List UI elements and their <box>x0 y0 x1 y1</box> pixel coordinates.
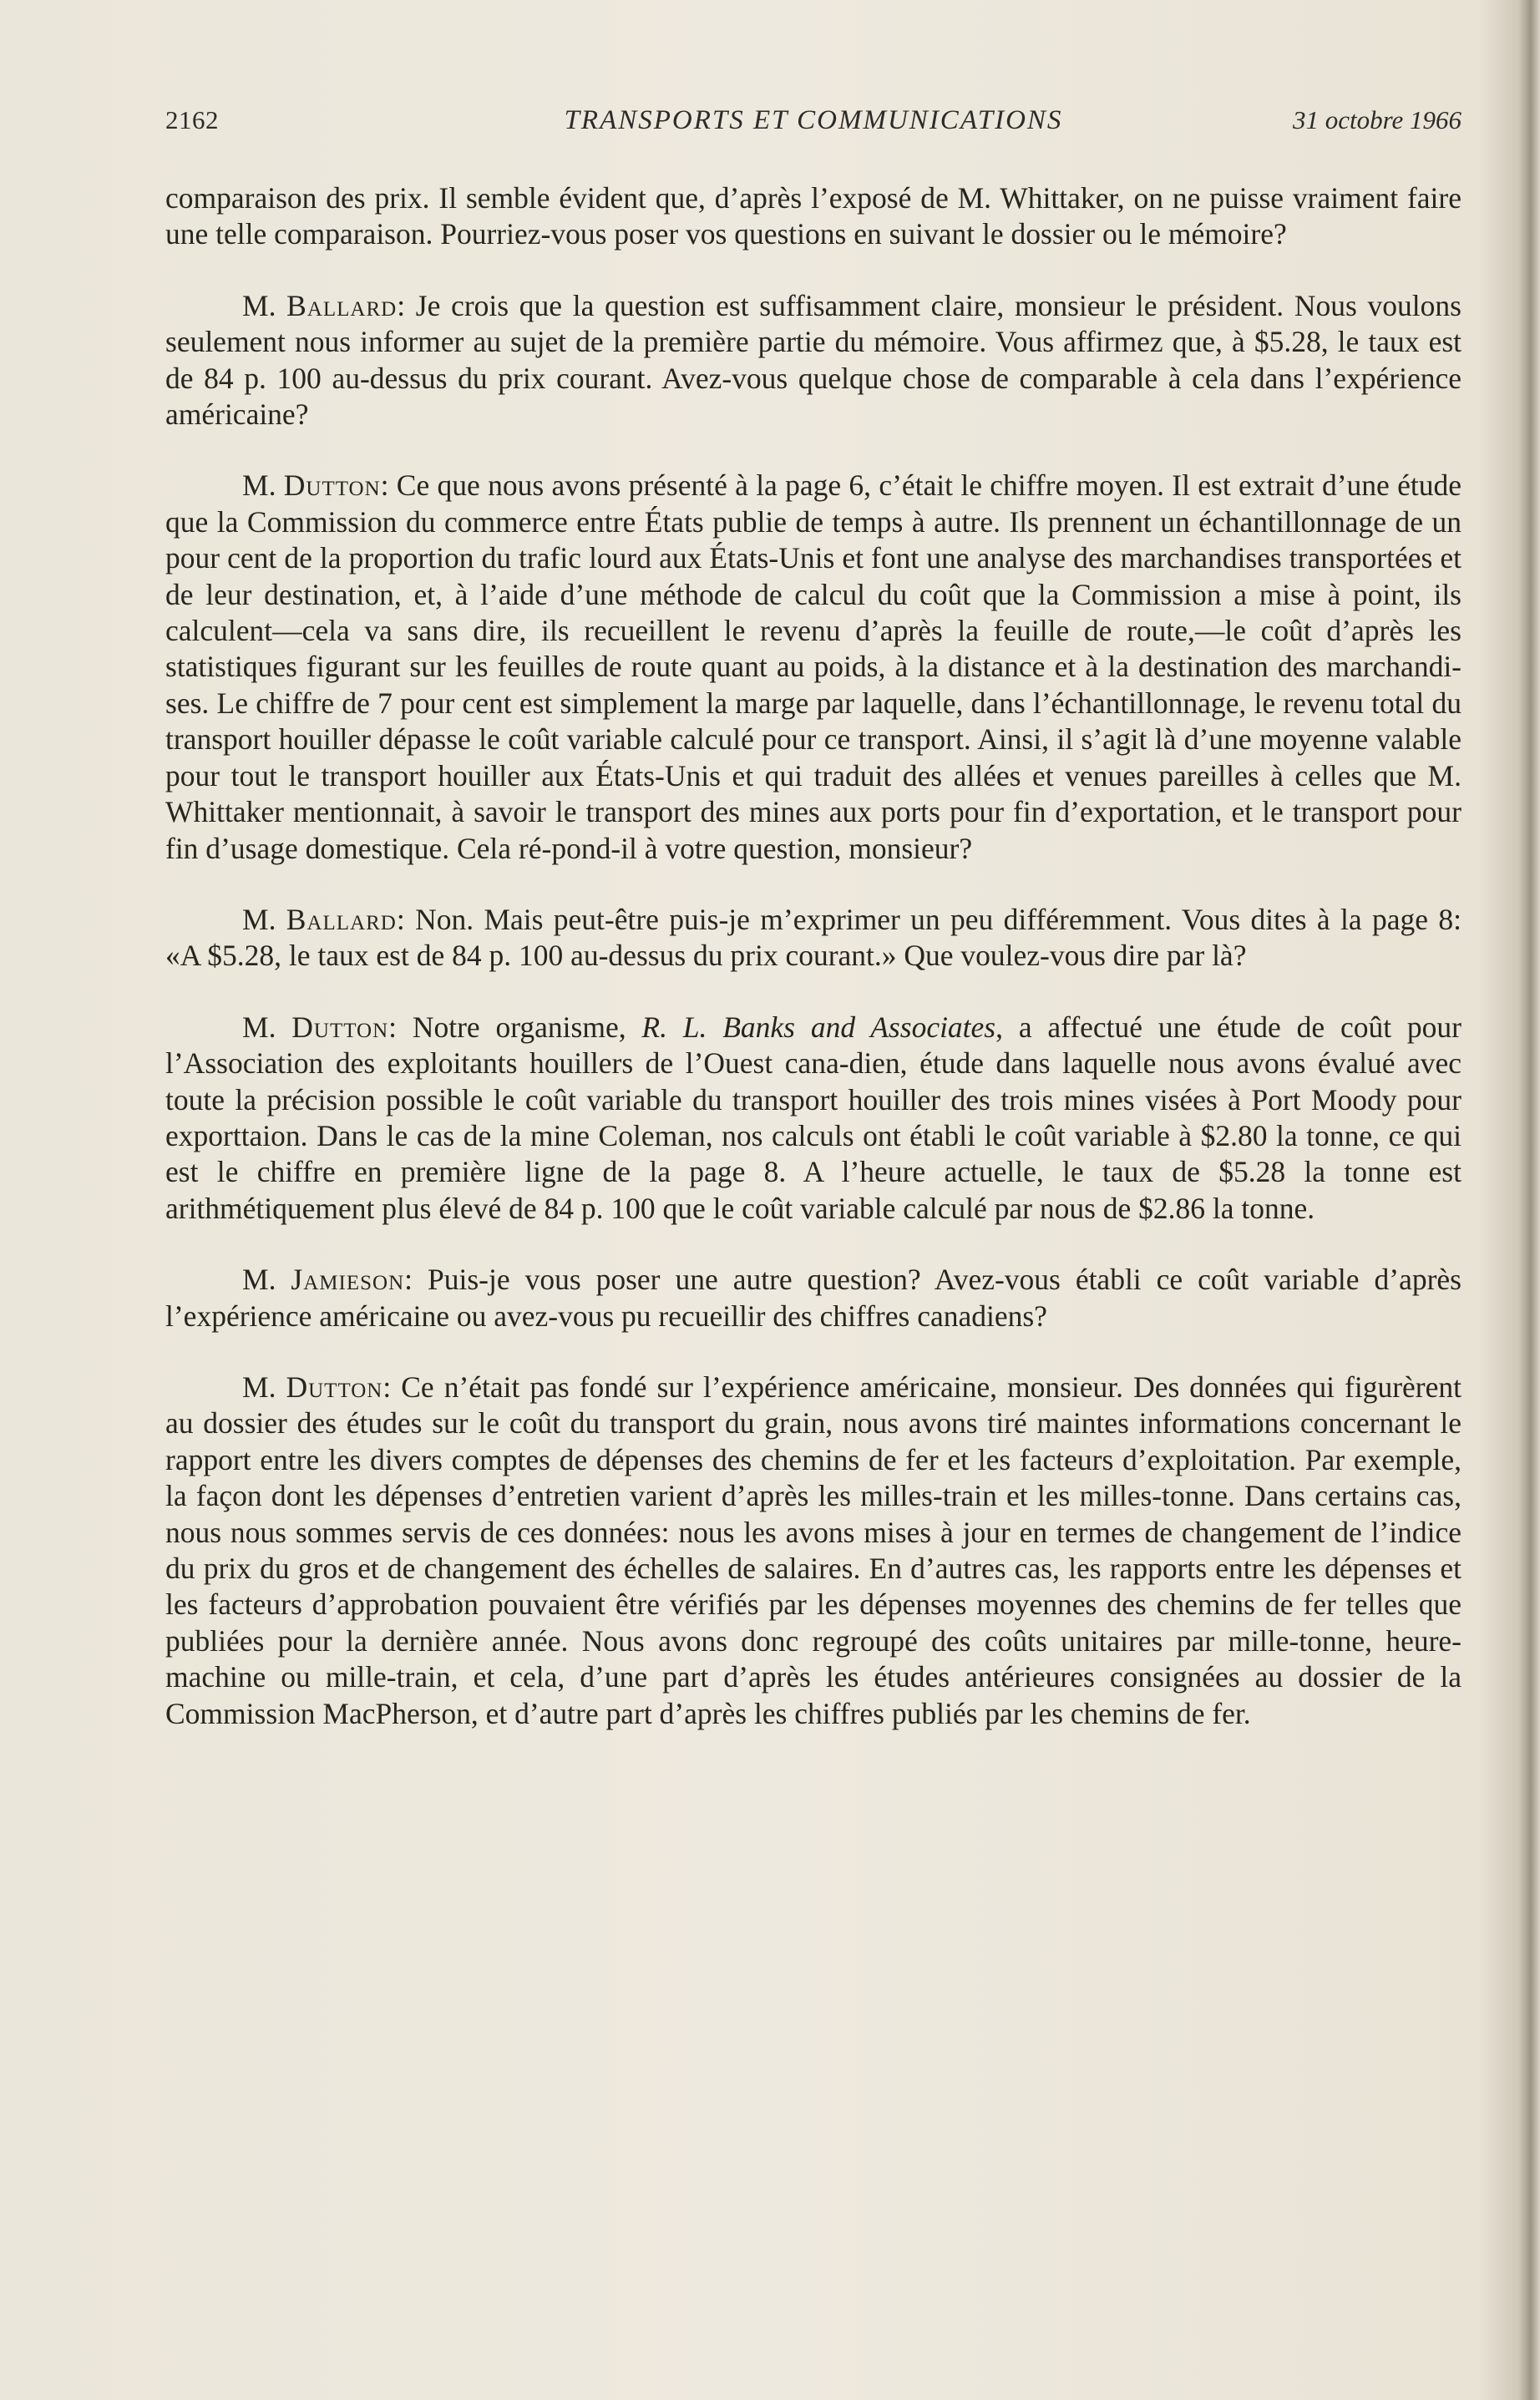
paragraph-6 <box>165 1262 1461 1334</box>
speaker-prefix: M. <box>242 902 286 936</box>
paragraph-text: : Notre organisme, <box>388 1010 642 1044</box>
speaker-name: Jamieson <box>291 1263 405 1297</box>
speaker-prefix: M. <box>242 1263 291 1297</box>
paragraph-text: comparaison des prix. Il semble évident que, d’après l’exposé de M. Whittaker, on ne puisse vraiment faire une telle comparaison. Pourriez-vous poser vos questions en suivant le dossier ou le mémoire? <box>165 181 1461 251</box>
paragraph-text: : Puis-je vous poser une autre question? Avez-vous établi ce coût variable d’après l’expérience américaine ou avez-vous pu recueillir des chiffres canadiens? <box>165 1263 1461 1333</box>
paragraph-text: : Je crois que la question est suffisamment claire, monsieur le président. Nous voulons seulement nous informer au sujet de la première partie du mémoire. Vous affirmez que, à $5.28, le taux est de 84 p. 100 au-dessus du prix courant. Avez-vous quelque chose de comparable à cela dans l’expérience américaine? <box>165 288 1461 432</box>
speaker-name: Dutton <box>286 1370 383 1404</box>
paragraph-text: : Ce que nous avons présenté à la page 6, c’était le chiffre moyen. Il est extrait d’une étude que la Commission du commerce entre États publie de temps à autre. Ils prennent un échantillonnage de un pour cent de la proportion du trafic lourd aux États-Unis et font une analyse des marchandises transportées et de leur destination, et, à l’aide d’une méthode de calcul du coût que la Commission a mise à point, ils calculent—cela va sans dire, ils recueillent le revenu d’après la feuille de route,—le coût d’après les statistiques figurant sur les feuilles de route quant au poids, à la distance et à la destination des marchandi-ses. Le chiffre de 7 pour cent est simplement la marge par laquelle, dans l’échantillonnage, le revenu total du transport houiller dépasse le coût variable calculé pour ce transport. Ainsi, il s’agit là d’une moyenne valable pour tout le transport houiller aux États-Unis et qui traduit des allées et venues pareilles à celles que M. Whittaker mentionnait, à savoir le transport des mines aux ports pour fin d’exportation, et le transport pour fin d’usage domestique. Cela ré-pond-il à votre question, monsieur? <box>165 468 1461 865</box>
page-body <box>165 180 1461 1767</box>
header-date: 31 octobre 1966 <box>1292 105 1461 134</box>
page-header <box>165 105 1461 147</box>
speaker-name: Dutton <box>283 468 381 503</box>
paragraph-text-continued: , a affectué une étude de coût pour l’Association des exploitants houillers de l’Ouest cana-dien, étude dans laquelle nous avons évalué avec toute la précision possible le coût variable du transport houiller des trois mines visées à Port Moody pour exporttaion. Dans le cas de la mine Coleman, nos calculs ont établi le coût variable à $2.80 la tonne, ce qui est le chiffre en première ligne de la page 8. A l’heure actuelle, le taux de $5.28 la tonne est arithmétiquement plus élevé de 84 p. 100 que le coût variable calculé par nous de $2.86 la tonne. <box>165 1010 1461 1225</box>
speaker-name: Ballard <box>286 902 397 936</box>
paragraph-7 <box>165 1370 1461 1732</box>
paragraph-text: : Ce n’était pas fondé sur l’expérience américaine, monsieur. Des données qui figurèrent au dossier des études sur le coût du transport du grain, nous avons tiré maintes informations concernant le rapport entre les divers comptes de dépenses des chemins de fer et les facteurs d’exploitation. Par exemple, la façon dont les dépenses d’entretien varient d’après les milles-train et les milles-tonne. Dans certains cas, nous nous sommes servis de ces données: nous les avons mises à jour en termes de changement de l’indice du prix du gros et de changement des échelles de salaires. En d’autres cas, les rapports entre les dépenses et les facteurs d’approbation pouvaient être vérifiés par les dépenses moyennes des chemins de fer telles que publiées pour la dernière année. Nous avons donc regroupé des coûts unitaires par mille-tonne, heure-machine ou mille-train, et cela, d’une part d’après les études antérieures consignées au dossier de la Commission MacPherson, et d’autre part d’après les chiffres publiés par les chemins de fer. <box>165 1370 1461 1730</box>
speaker-prefix: M. <box>242 468 284 503</box>
paragraph-text: : Non. Mais peut-être puis-je m’exprimer un peu différemment. Vous dites à la page 8: «A $5.28, le taux est de 84 p. 100 au-dessus du prix courant.» Que voulez-vous dire par là? <box>165 902 1461 973</box>
paragraph-1 <box>165 180 1461 253</box>
paragraph-5 <box>165 1010 1461 1227</box>
running-title: TRANSPORTS ET COMMUNICATIONS <box>564 105 1063 135</box>
paragraph-4 <box>165 902 1461 975</box>
page-number: 2162 <box>165 105 219 134</box>
speaker-name: Dutton <box>291 1010 389 1044</box>
speaker-prefix: M. <box>242 288 287 322</box>
speaker-prefix: M. <box>242 1010 292 1044</box>
paragraph-2 <box>165 288 1461 433</box>
paragraph-3 <box>165 468 1461 866</box>
organization-name: R. L. Banks and Associates <box>641 1010 996 1044</box>
speaker-prefix: M. <box>242 1370 286 1404</box>
speaker-name: Ballard <box>286 288 398 322</box>
